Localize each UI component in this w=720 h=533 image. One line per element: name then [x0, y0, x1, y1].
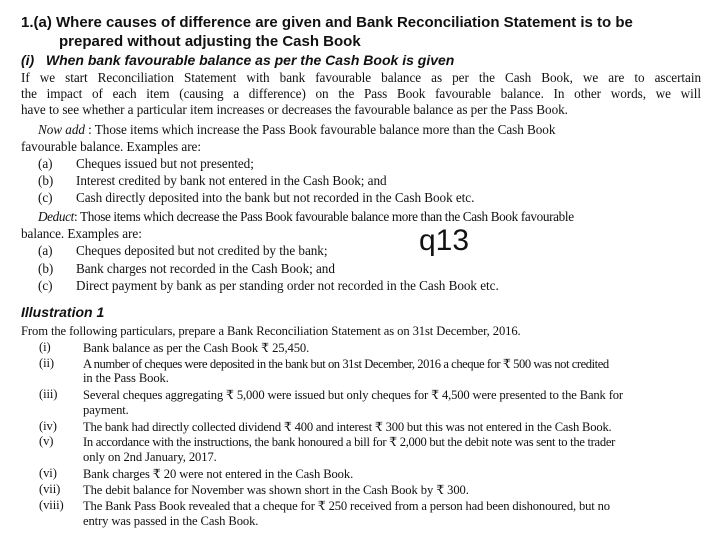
deduct-text: : Those items which decrease the Pass Book favourable balance more than the Cash Book favourable [73, 209, 574, 224]
item-text-continued: payment. [83, 403, 129, 417]
list-marker: (b) [38, 173, 54, 188]
item-marker: (ii) [39, 356, 54, 370]
intro-line: If we start Reconciliation Statement with bank favourable balance as per the Cash Book, we are to ascertain [21, 70, 701, 85]
item-marker: (v) [39, 434, 54, 448]
section-heading-line2: prepared without adjusting the Cash Book [59, 33, 361, 50]
list-text: Bank charges not recorded in the Cash Book; and [76, 261, 335, 276]
item-marker: (i) [39, 340, 51, 354]
deduct-label: Deduct [38, 209, 74, 224]
question-number-annotation: q13 [419, 224, 470, 257]
item-text: The bank had directly collected dividend ₹ 400 and interest ₹ 300 but this was not entered in the Cash Book. [83, 420, 612, 434]
item-text: Bank balance as per the Cash Book ₹ 25,450. [83, 341, 310, 355]
deduct-line2: balance. Examples are: [21, 226, 142, 241]
illustration-intro: From the following particulars, prepare a Bank Reconciliation Statement as on 31st December, 2016. [21, 324, 521, 338]
item-text: The debit balance for November was shown short in the Cash Book by ₹ 300. [83, 483, 469, 497]
section-heading-line1: 1.(a) Where causes of difference are given and Bank Reconciliation Statement is to be [21, 14, 633, 31]
item-marker: (vi) [39, 466, 57, 480]
intro-line: have to see whether a particular item increases or decreases the favourable balance as per the Pass Book. [21, 102, 568, 117]
now-add-line2: favourable balance. Examples are: [21, 139, 201, 154]
list-text: Cheques deposited but not credited by the bank; [76, 243, 328, 258]
item-text-continued: only on 2nd January, 2017. [83, 450, 217, 464]
list-text: Direct payment by bank as per standing order not recorded in the Cash Book etc. [76, 278, 499, 293]
list-marker: (a) [38, 156, 53, 171]
item-text: A number of cheques were deposited in the bank but on 31st December, 2016 a cheque for ₹ 500 was not credited [83, 357, 609, 371]
item-text: Several cheques aggregating ₹ 5,000 were issued but only cheques for ₹ 4,500 were presented to the Bank for [83, 388, 623, 402]
deduct-line [38, 209, 574, 225]
list-marker: (c) [38, 278, 53, 293]
list-marker: (c) [38, 190, 53, 205]
list-marker: (a) [38, 243, 53, 258]
item-text-continued: entry was passed in the Cash Book. [83, 514, 259, 528]
list-text: Interest credited by bank not entered in the Cash Book; and [76, 173, 387, 188]
item-marker: (vii) [39, 482, 61, 496]
item-text: Bank charges ₹ 20 were not entered in the Cash Book. [83, 467, 354, 481]
illustration-title: Illustration 1 [21, 304, 105, 320]
item-marker: (iii) [39, 387, 58, 401]
list-text: Cheques issued but not presented; [76, 156, 254, 171]
item-text: In accordance with the instructions, the bank honoured a bill for ₹ 2,000 but the debit note was sent to the trader [83, 435, 616, 449]
list-text: Cash directly deposited into the bank but not recorded in the Cash Book etc. [76, 190, 475, 205]
subsection-heading: (i) When bank favourable balance as per the Cash Book is given [21, 52, 455, 68]
now-add-label: Now add [38, 122, 85, 137]
item-text-continued: in the Pass Book. [83, 371, 169, 385]
item-marker: (viii) [39, 498, 64, 512]
item-text: The Bank Pass Book revealed that a cheque for ₹ 250 received from a person had been dishonoured, but no [83, 499, 610, 513]
now-add-text: : Those items which increase the Pass Book favourable balance more than the Cash Book [88, 122, 556, 137]
now-add-line [38, 122, 702, 138]
intro-line: the impact of each item (causing a difference) on the Pass Book favourable balance. In other words, we will [21, 86, 701, 101]
list-marker: (b) [38, 261, 54, 276]
item-marker: (iv) [39, 419, 57, 433]
